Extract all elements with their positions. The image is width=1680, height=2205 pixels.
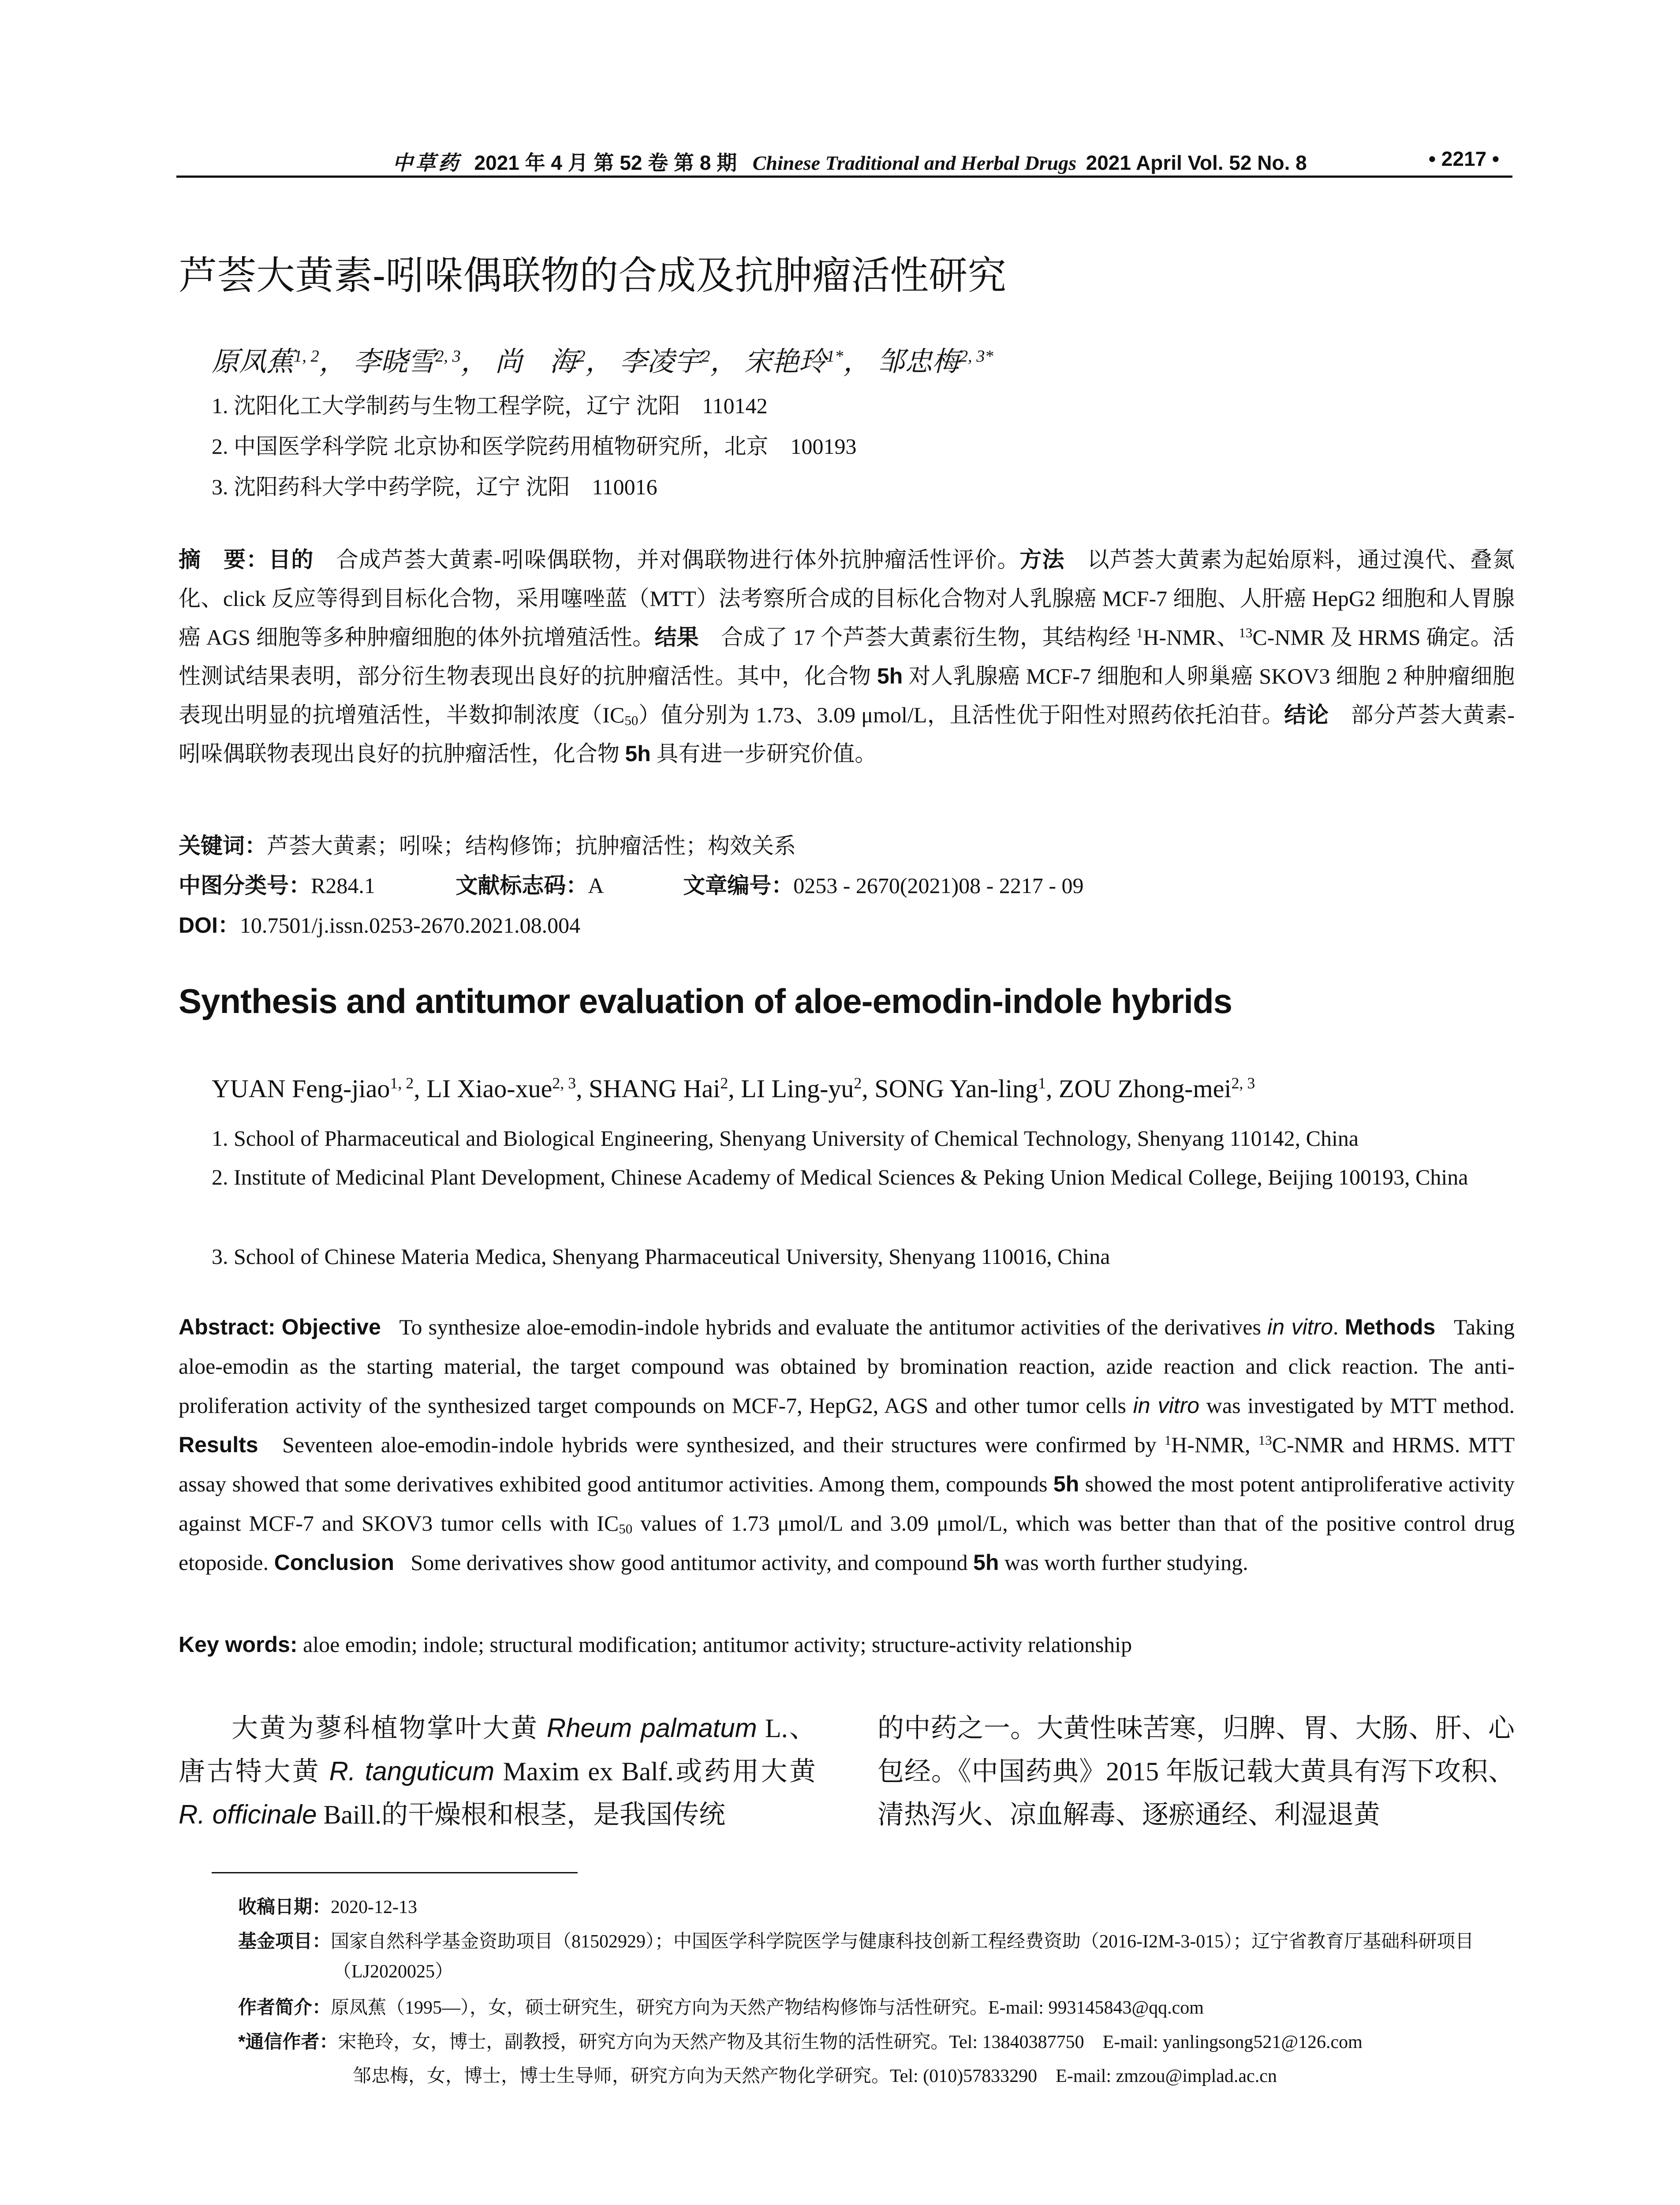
conclusion-text-cn: 具有进一步研究价值。: [650, 741, 877, 766]
affiliation-cn: 2. 中国医学科学院 北京协和医学院药用植物研究所，北京 100193: [212, 434, 857, 459]
article-no-label: 文章编号：: [683, 873, 794, 898]
affiliation-en: 3. School of Chinese Materia Medica, Shenyang Pharmaceutical University, Shenyang 110016, China: [212, 1244, 1110, 1269]
body-column-right: 的中药之一。大黄性味苦寒，归脾、胃、大肠、肝、心包经。《中国药典》2015 年版记载大黄具有泻下攻积、清热泻火、凉血解毒、逐瘀通经、利湿退黄: [877, 1714, 1515, 1829]
body-text: Baill.的干燥根和根茎，是我国传统: [317, 1800, 726, 1829]
in-vitro-term: in vitro: [1133, 1393, 1200, 1418]
abstract-label-cn: 摘 要：: [179, 547, 269, 572]
results-text-en: values of 1.73 μmol/L and 3.09 μmol/L, which was better than that of the positive control drug etoposide.: [179, 1511, 1515, 1575]
body-text: Maxim ex Balf.或药用大黄: [494, 1757, 816, 1786]
fund-value: 国家自然科学基金资助项目（81502929）；中国医学科学院医学与健康科技创新工程经费资助（2016-I2M-3-015）；辽宁省教育厅基础科研项目（LJ2020025）: [331, 1932, 1474, 1982]
footnote-author: [238, 1992, 1512, 2023]
doc-code-value: A: [588, 873, 603, 898]
clc-label: 中图分类号：: [179, 873, 311, 898]
keywords-en: [179, 1632, 1132, 1657]
affiliation-en: 2. Institute of Medicinal Plant Development, Chinese Academy of Medical Sciences & Peking Union Medical College, Beijing 100193, China: [212, 1165, 1468, 1189]
author-info-label: 作者简介：: [238, 1997, 331, 2018]
footnote-correspondence: [238, 2027, 1512, 2057]
keywords-label-en: Key words:: [179, 1632, 298, 1657]
conclusion-label-en: Conclusion: [274, 1550, 394, 1575]
clc-value: R284.1: [311, 873, 375, 898]
footnote-correspondence-2: 邹忠梅，女，博士，博士生导师，研究方向为天然产物化学研究。Tel: (010)57833290 E-mail: zmzou@implad.ac.cn: [353, 2066, 1277, 2086]
author-sup: 2, 3: [435, 347, 461, 366]
species-name: Rheum palmatum: [546, 1713, 757, 1743]
conclusion-text-en: was worth further studying.: [999, 1550, 1248, 1575]
author-sup: 2: [577, 347, 586, 366]
footnote-received: [238, 1892, 1512, 1922]
author-sup: 1, 2: [294, 347, 319, 366]
doi-label: DOI：: [179, 913, 240, 938]
conclusion-text-cn: 部分芦荟大黄素-吲哚偶联物表现出良好的抗肿瘤活性，化合物: [179, 703, 1515, 766]
classification-line: [179, 868, 1083, 900]
title-en: Synthesis and antitumor evaluation of aloe-emodin-indole hybrids: [179, 982, 1232, 1020]
keywords-label-cn: 关键词：: [179, 833, 267, 858]
article-no-value: 0253 - 2670(2021)08 - 2217 - 09: [793, 873, 1084, 898]
compound-label: 5h: [877, 664, 903, 688]
species-name: R. officinale: [179, 1800, 317, 1829]
author-en: SHANG Hai: [589, 1074, 721, 1103]
compound-label: 5h: [973, 1550, 999, 1575]
results-label-cn: 结果: [654, 625, 699, 650]
journal-name-en: Chinese Traditional and Herbal Drugs: [752, 152, 1077, 174]
received-label: 收稿日期：: [238, 1896, 331, 1917]
issue-date-cn: 2021 年 4 月 第 52 卷 第 8 期: [474, 151, 737, 174]
received-value: 2020-12-13: [331, 1897, 417, 1917]
affiliation-en: 1. School of Pharmaceutical and Biological Engineering, Shenyang University of Chemical Technology, Shenyang 110142, China: [212, 1126, 1359, 1151]
issue-en: 2021 April Vol. 52 No. 8: [1086, 151, 1307, 174]
running-header: [176, 143, 1512, 174]
author-en: YUAN Feng-jiao: [212, 1074, 390, 1103]
abstract-label-en: Abstract:: [179, 1315, 276, 1339]
author-en: SONG Yan-ling: [874, 1074, 1038, 1103]
results-text-en: H-NMR,: [1171, 1432, 1258, 1457]
footnote-fund: [238, 1926, 1512, 1987]
author-en: ZOU Zhong-mei: [1059, 1074, 1232, 1103]
doi-line: [179, 908, 580, 939]
results-text-cn: 对人乳腺癌 MCF-7 细胞和人卵巢癌 SKOV3 细胞 2 种肿瘤细胞表现出明显的抗增殖活性，半数抑制浓度（IC: [179, 664, 1515, 727]
affiliation-cn: 3. 沈阳药科大学中药学院，辽宁 沈阳 110016: [212, 475, 657, 499]
affiliation-cn: 1. 沈阳化工大学制药与生物工程学院，辽宁 沈阳 110142: [212, 393, 768, 418]
methods-text-en: was investigated by MTT method.: [1199, 1393, 1515, 1418]
author-cn: 宋艳玲: [744, 347, 826, 377]
body-column-left: [179, 1707, 816, 1836]
body-text: 大黄为蓼科植物掌叶大黄: [231, 1714, 547, 1743]
page-number: • 2217 •: [1428, 147, 1499, 170]
objective-text-en: To synthesize aloe-emodin-indole hybrids and evaluate the antitumor activities of the derivatives: [399, 1315, 1268, 1339]
author-sup: 2, 3*: [959, 347, 993, 366]
objective-label-cn: 目的: [269, 547, 314, 572]
abstract-cn: 摘 要：目的 合成芦荟大黄素-吲哚偶联物，并对偶联物进行体外抗肿瘤活性评价。方法 以芦荟大黄素为起始原料，通过溴代、叠氮化、click 反应等得到目标化合物，采用噻唑蓝（MTT）法考察所合成的目标化合物对人乳腺癌 MCF-7 细胞、人肝癌 HepG2 细胞和人胃腺癌 AGS 细胞等多种肿瘤细胞的体外抗增殖活性。结果 合成了 17 个芦荟大黄素衍生物，其结构经 $^1$H-NMR、$^{13}$C-NMR 及 HRMS 确定。活性测试结果表明，部分衍生物表现出良好的抗肿瘤活性。其中，化合物 5h 对人乳腺癌 MCF-7 细胞和人卵巢癌 SKOV3 细胞 2 种肿瘤细胞表现出明显的抗增殖活性，半数抑制浓度$(IC_{50})$值分别为 1.73、3.09 μmol/L，且活性优于阳性对照药依托泊苷。结论 部分芦荟大黄素-吲哚偶联物表现出良好的抗肿瘤活性，化合物 5h 具有进一步研究价值。: [179, 547, 1515, 766]
conclusion-text-en: Some derivatives show good antitumor activity, and compound: [411, 1550, 974, 1575]
author-en: LI Ling-yu: [741, 1074, 854, 1103]
doc-code-label: 文献标志码：: [455, 873, 588, 898]
author-sup: 2, 3: [1231, 1074, 1255, 1092]
author-cn: 邹忠梅: [877, 347, 959, 377]
author-sup: 2, 3: [552, 1074, 576, 1092]
authors-en: YUAN Feng-jiao$^{1, 2}$, LI Xiao-xue$^{2, 3}$, SHANG Hai$^2$, LI Ling-$yu^2$, SONG Yan-ling$^1$, ZOU Zhong-mei$^{2, 3}$: [212, 1074, 1255, 1103]
results-text-cn: H-NMR、: [1143, 625, 1239, 650]
results-text-cn: ）值分别为 1.73、3.09 μmol/L，且活性优于阳性对照药依托泊苷。: [638, 703, 1284, 727]
doi-value: 10.7501/j.issn.0253-2670.2021.08.004: [239, 913, 581, 938]
author-cn: 原凤蕉: [212, 347, 294, 377]
author-sup: 1: [1038, 1074, 1046, 1092]
methods-text-en: Taking aloe-emodin as the starting material, the target compound was obtained by bromination reaction, azide reaction and click reaction. The anti-proliferation activity of the synthesized target compounds on MCF-7, HepG2, AGS and other tumor cells: [179, 1315, 1515, 1418]
abstract-en: Abstract: Objective To synthesize aloe-emodin-indole hybrids and evaluate the antitumor activities of the derivatives in vitro. Methods Taking aloe-emodin as the starting material, the target compound was obtained by bromination reaction, azide reaction and click reaction. The anti-proliferation activity of the synthesized target compounds on MCF-7, HepG2, AGS and other tumor cells in vitro was investigated by MTT method. Results Seventeen aloe-emodin-indole hybrids were synthesized, and their structures were confirmed by $^1$H-NMR, $^{13}$C-NMR and HRMS. MTT assay showed that some derivatives exhibited good antitumor activities. Among them, compounds 5h showed the most potent antiproliferative activity against MCF-7 and SKOV3 tumor cells with $IC_{50}$ values of 1.73 μmol/L and 3.09 μmol/L, which was better than that of the positive control drug etoposide. Conclusion Some derivatives show good antitumor activity, and compound 5h was worth further studying.: [179, 1315, 1515, 1575]
author-cn: 李凌宇: [620, 347, 702, 377]
results-label-en: Results: [179, 1432, 258, 1457]
in-vitro-term: in vitro: [1267, 1315, 1333, 1339]
results-text-cn: 合成了 17 个芦荟大黄素衍生物，其结构经: [721, 625, 1136, 650]
compound-label: 5h: [1053, 1472, 1079, 1496]
keywords-text-en: aloe emodin; indole; structural modification; antitumor activity; structure-activity relationship: [303, 1632, 1132, 1657]
author-info-value: 原凤蕉（1995—），女，硕士研究生，研究方向为天然产物结构修饰与活性研究。E-mail: 993145843@qq.com: [331, 1998, 1204, 2018]
fund-label: 基金项目：: [238, 1931, 331, 1951]
author-sup: 2: [720, 1074, 728, 1092]
keywords-cn: [179, 828, 796, 860]
methods-label-en: Methods: [1344, 1315, 1436, 1339]
author-sup: 2: [854, 1074, 862, 1092]
compound-label: 5h: [625, 741, 651, 766]
author-cn: 李晓雪: [353, 347, 436, 377]
journal-name-cn: 中草药: [392, 152, 461, 174]
results-text-en: showed the most potent antiproliferative activity against MCF-7 and SKOV3 tumor cells with IC: [179, 1472, 1515, 1536]
header-rule: [176, 176, 1512, 178]
authors-cn: 原凤蕉$^{1, 2}$， 李晓雪$^{2, 3}$， 尚 海$^2$， 李凌宇$^2$， 宋艳玲$^{1*}$， 邹忠梅$^{2, 3*}$: [212, 347, 993, 377]
species-name: R. tanguticum: [329, 1757, 495, 1786]
results-text-en: C-NMR and HRMS. MTT assay showed that some derivatives exhibited good antitumor activities. Among them, compounds: [179, 1432, 1515, 1496]
results-text-en: Seventeen aloe-emodin-indole hybrids were synthesized, and their structures were confirmed by: [282, 1432, 1165, 1457]
author-cn: 尚 海: [495, 347, 577, 377]
footnote-rule: [212, 1872, 578, 1873]
author-en: LI Xiao-xue: [426, 1074, 553, 1103]
author-sup: 1, 2: [390, 1074, 414, 1092]
conclusion-label-cn: 结论: [1284, 703, 1329, 727]
title-cn: 芦荟大黄素-吲哚偶联物的合成及抗肿瘤活性研究: [179, 254, 1007, 297]
body-text: L.、唐古特大黄: [179, 1714, 816, 1786]
author-sup: 1*: [826, 347, 844, 366]
methods-label-cn: 方法: [1019, 547, 1065, 572]
corr-label: *通信作者：: [238, 2031, 338, 2052]
methods-text-cn: 以芦荟大黄素为起始原料，通过溴代、叠氮化、click 反应等得到目标化合物，采用噻唑蓝（MTT）法考察所合成的目标化合物对人乳腺癌 MCF-7 细胞、人肝癌 HepG2 细胞和人胃腺癌 AGS 细胞等多种肿瘤细胞的体外抗增殖活性。: [179, 547, 1515, 650]
results-text-cn: C-NMR 及 HRMS 确定。活性测试结果表明，部分衍生物表现出良好的抗肿瘤活性。其中，化合物: [179, 625, 1515, 688]
author-sup: 2: [702, 347, 710, 366]
objective-label-en: Objective: [281, 1315, 381, 1339]
objective-text-cn: 合成芦荟大黄素-吲哚偶联物，并对偶联物进行体外抗肿瘤活性评价。: [336, 547, 1020, 572]
corr-value: 宋艳玲，女，博士，副教授，研究方向为天然产物及其衍生物的活性研究。Tel: 13840387750 E-mail: yanlingsong521@126.com: [338, 2032, 1363, 2052]
keywords-text-cn: 芦荟大黄素；吲哚；结构修饰；抗肿瘤活性；构效关系: [267, 833, 796, 858]
